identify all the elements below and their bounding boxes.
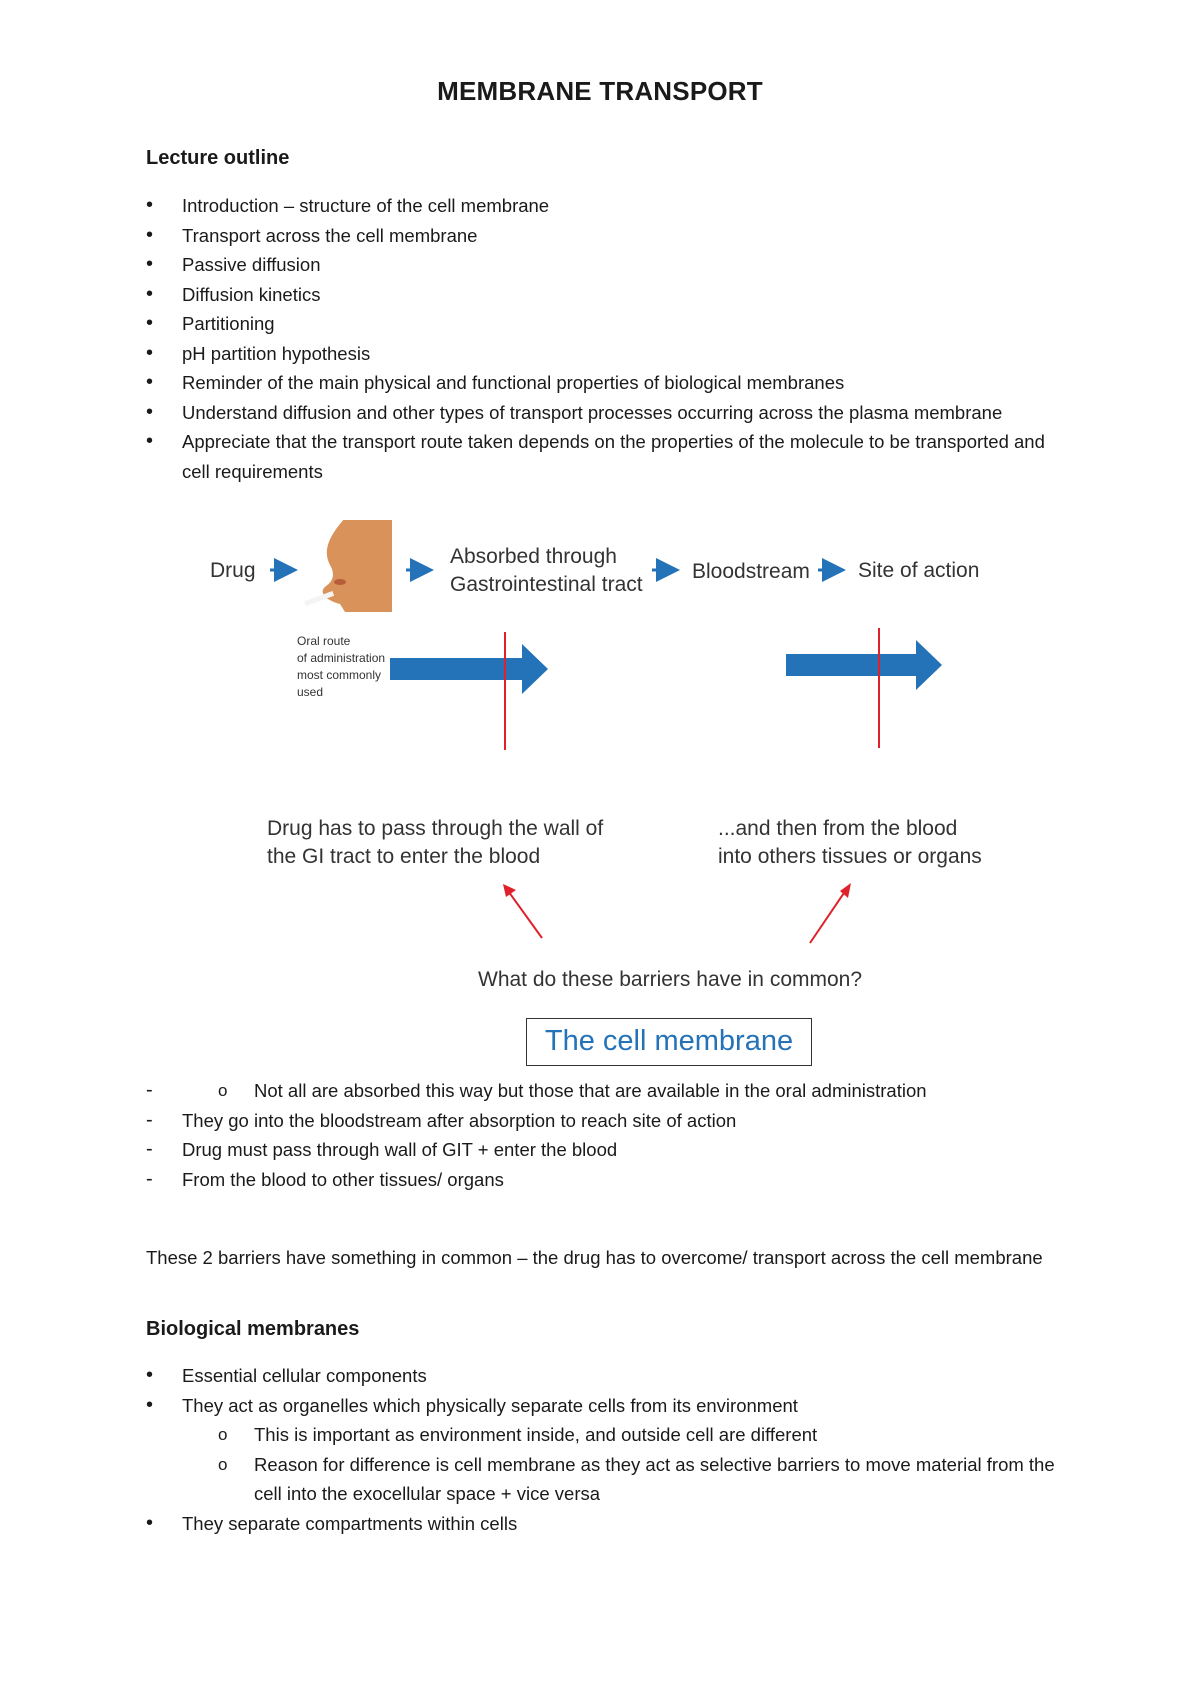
absorbed-label-line2: Gastrointestinal tract [450,573,643,596]
oral-administration-photo [298,520,392,612]
list-item: o This is important as environment inside, and outside cell are different [146,1420,1066,1450]
list-item: - They go into the bloodstream after absorption to reach site of action [146,1106,1066,1136]
list-item: • Essential cellular components [146,1361,1066,1391]
notes-list [146,1076,1066,1194]
diagram-arrows [0,520,1200,1080]
pointer-arrow [810,887,848,943]
list-item: • Diffusion kinetics [146,280,1066,310]
oral-route-caption-line1: Oral route [297,634,351,648]
list-item: - From the blood to other tissues/ organs [146,1165,1066,1195]
gi-barrier-caption-line2: the GI tract to enter the blood [267,845,541,868]
oral-route-caption-line4: used [297,685,324,699]
list-item: • Partitioning [146,309,1066,339]
list-item: • Transport across the cell membrane [146,221,1066,251]
lecture-outline-heading: Lecture outline [146,147,290,169]
list-item: • Understand diffusion and other types of transport processes occurring across the plasma membrane [146,398,1066,428]
list-item: • They act as organelles which physically separate cells from its environment [146,1391,1066,1421]
blood-transit-arrow [786,640,942,690]
cell-membrane-answer-box: The cell membrane [526,1018,812,1066]
biological-membranes-heading: Biological membranes [146,1318,360,1340]
gi-transit-arrow [390,644,548,694]
list-item: • They separate compartments within cells [146,1509,1066,1539]
list-item: o Not all are absorbed this way but those that are available in the oral administration [146,1076,1066,1106]
list-item: • Passive diffusion [146,250,1066,280]
list-item: • Appreciate that the transport route taken depends on the properties of the molecule to be transported and cell requirements [146,427,1066,486]
blood-barrier-caption-line1: ...and then from the blood [718,817,958,840]
drug-transport-diagram [0,520,1200,1080]
barrier-paragraph: These 2 barriers have something in common – the drug has to overcome/ transport across the cell membrane [146,1247,1043,1268]
list-item: • Reminder of the main physical and functional properties of biological membranes [146,368,1066,398]
oral-route-caption-line2: of administration [297,651,386,665]
blood-barrier-caption-line2: into others tissues or organs [718,845,982,868]
page-title: MEMBRANE TRANSPORT [437,76,763,106]
gi-barrier-caption-line1: Drug has to pass through the wall of [267,817,604,840]
pointer-arrow [506,888,542,938]
list-item: • Introduction – structure of the cell membrane [146,191,1066,221]
list-item: - Drug must pass through wall of GIT + enter the blood [146,1135,1066,1165]
biological-membranes-list [146,1361,1066,1538]
lecture-outline-list [146,191,1066,486]
drug-label: Drug [210,559,256,582]
absorbed-label-line1: Absorbed through [450,545,617,568]
list-item: o Reason for difference is cell membrane as they act as selective barriers to move material from the cell into the exocellular space + vice versa [146,1450,1066,1509]
list-item: • pH partition hypothesis [146,339,1066,369]
oral-route-caption-line3: most commonly [297,668,382,682]
bloodstream-label: Bloodstream [692,560,810,583]
barriers-question: What do these barriers have in common? [478,968,863,991]
site-of-action-label: Site of action [858,559,980,582]
